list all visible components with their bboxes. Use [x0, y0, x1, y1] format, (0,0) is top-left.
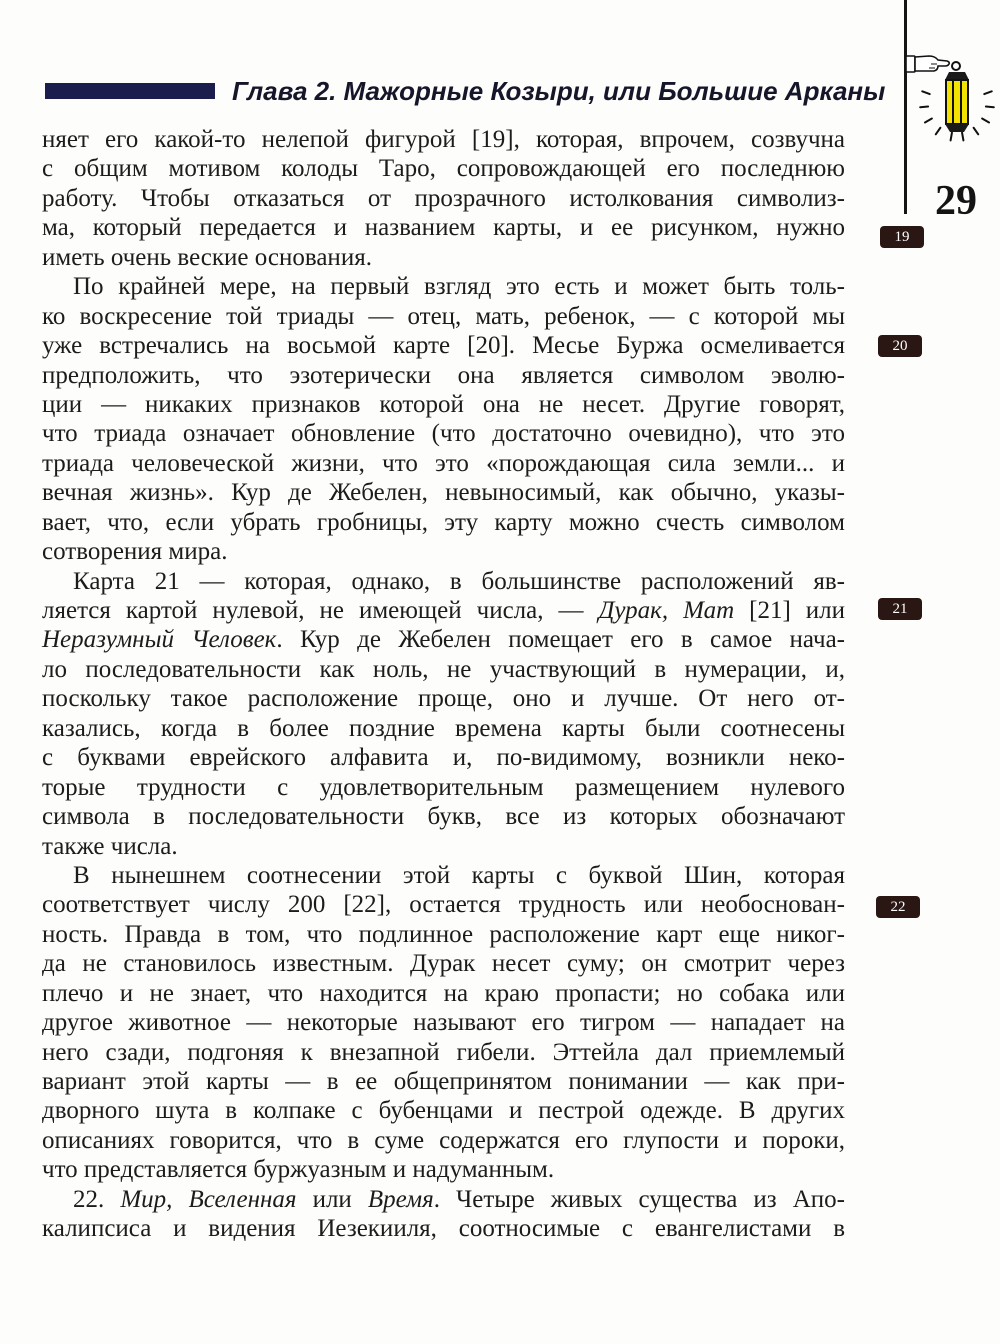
- page-number: 29: [935, 178, 977, 224]
- text-line: торые трудности с удовлетворительным размещением нулевого: [42, 773, 845, 801]
- chapter-title: Глава 2. Мажорные Козыри, или Большие Арканы: [232, 76, 886, 106]
- text-segment: 22.: [73, 1185, 121, 1213]
- text-line: уже встречались на восьмой карте [20]. Месье Буржа осмеливается: [42, 332, 845, 360]
- text-line: работу. Чтобы отказаться от прозрачного истолкования символиз-: [42, 184, 845, 212]
- text-line: ность. Правда в том, что подлинное расположение карт еще никог-: [42, 920, 845, 948]
- text-line: дворного шута в колпаке с бубенцами и пестрой одежде. В других: [42, 1097, 845, 1125]
- text-line: ко воскресение той триады — отец, мать, ребенок, — с которой мы: [42, 302, 845, 330]
- text-line: также числа.: [42, 832, 178, 860]
- text-line: По крайней мере, на первый взгляд это есть и может быть толь-: [73, 273, 845, 301]
- text-line: Карта 21 — которая, однако, в большинстве расположений яв-: [73, 567, 845, 595]
- paragraph: [42, 125, 845, 272]
- text-line: ма, который передается и названием карты, и ее рисунком, нужно: [42, 214, 845, 242]
- text-line: В нынешнем соотнесении этой карты с буквой Шин, которая: [73, 861, 845, 889]
- text-line: [42, 1185, 845, 1214]
- text-line: сотворения мира.: [42, 538, 228, 566]
- text-line: с общим мотивом колоды Таро, сопровождающей его последнюю: [42, 155, 845, 183]
- chapter-header-bar: [45, 83, 215, 99]
- margin-note-badge: 22: [876, 896, 920, 918]
- italic-card-name: Неразумный Человек: [42, 626, 277, 654]
- italic-card-name: Мир, Вселенная: [120, 1185, 297, 1213]
- lantern-icon: [905, 50, 995, 155]
- text-line: описаниях говорится, что в суме содержатся его глупости и пороки,: [42, 1126, 845, 1154]
- text-line: символа в последовательности букв, все из которых обозначают: [42, 803, 845, 831]
- text-line: другое животное — некоторые называют его тигром — нападает на: [42, 1009, 845, 1037]
- text-line: иметь очень веские основания.: [42, 243, 372, 271]
- text-line: калипсиса и видения Иезекииля, соотносимые с евангелистами в: [42, 1215, 845, 1243]
- paragraph: [42, 272, 845, 566]
- paragraph: [42, 861, 845, 1185]
- italic-card-name: Время: [367, 1185, 434, 1213]
- text-segment: ляется картой нулевой, не имеющей числа, —: [42, 597, 599, 624]
- text-line: него сзади, подгоняя к внезапной гибели. Эттейла дал приемлемый: [42, 1038, 845, 1066]
- text-segment: [21] или: [734, 597, 846, 624]
- text-line: [42, 596, 845, 625]
- text-segment: . Кур де Жебелен помещает его в самое нача-: [276, 626, 846, 654]
- text-line: что триада означает обновление (что достаточно очевидно), что это: [42, 420, 845, 448]
- body-text: [42, 125, 845, 1244]
- text-line: поскольку такое расположение проще, оно и лучше. От него от-: [42, 685, 845, 713]
- text-line: вечная жизнь». Кур де Жебелен, невыносимый, как обычно, указы-: [42, 479, 845, 507]
- lantern-body: [945, 62, 969, 132]
- margin-note-badge: 19: [880, 226, 924, 248]
- margin-note-badge: 21: [878, 598, 922, 620]
- text-segment: . Четыре живых существа из Апо-: [433, 1185, 846, 1213]
- pointing-hand-icon: [906, 56, 949, 72]
- italic-card-name: Дурак, Мат: [598, 597, 735, 624]
- paragraph: [42, 567, 845, 861]
- text-line: соответствует числу 200 [22], остается трудность или необоснован-: [42, 891, 845, 919]
- text-line: ции — никаких признаков которой она не несет. Другие говорят,: [42, 390, 845, 418]
- text-line: что представляется буржуазным и надуманным.: [42, 1156, 555, 1184]
- text-line: [42, 625, 845, 654]
- text-segment: или: [296, 1185, 368, 1213]
- text-line: предположить, что эзотерически она является символом эволю-: [42, 361, 845, 389]
- text-line: триада человеческой жизни, что это «порождающая сила земли... и: [42, 449, 845, 477]
- text-line: няет его какой-то нелепой фигурой [19], которая, впрочем, созвучна: [42, 126, 845, 153]
- paragraph: [42, 1185, 845, 1244]
- margin-note-badge: 20: [878, 335, 922, 357]
- text-line: вариант этой карты — в ее общепринятом понимании — как при-: [42, 1068, 845, 1095]
- text-line: вает, что, если убрать гробницы, эту карту можно счесть символом: [42, 508, 845, 536]
- text-line: ло последовательности как ноль, не участвующий в нумерации, и,: [42, 655, 845, 683]
- text-line: казались, когда в более поздние времена карты были соотнесены: [42, 714, 845, 742]
- text-line: да не становилось известным. Дурак несет суму; он смотрит через: [42, 950, 845, 978]
- text-line: плечо и не знает, что находится на краю пропасти; но собака или: [42, 979, 845, 1007]
- text-line: с буквами еврейского алфавита и, по-видимому, возникли неко-: [42, 744, 845, 772]
